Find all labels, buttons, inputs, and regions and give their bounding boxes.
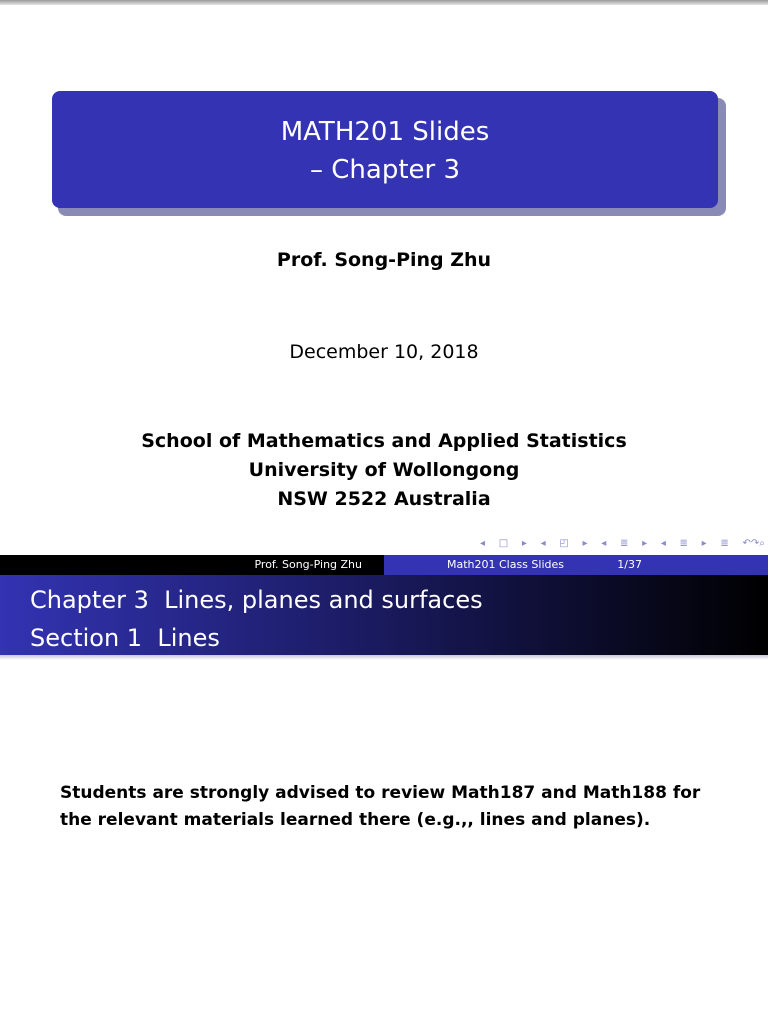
footline-short-title: Math201 Class Slides xyxy=(446,558,564,571)
slide-title-line2: – Chapter 3 xyxy=(309,155,461,185)
frame-title-chapter: Chapter 3 Lines, planes and surfaces xyxy=(30,586,483,614)
institute-line-school: School of Mathematics and Applied Statistics xyxy=(141,430,627,452)
body-line-1: Students are strongly advised to review Math187 and Math188 for xyxy=(60,783,701,803)
frame-title-section: Section 1 Lines xyxy=(30,624,220,652)
institute-block xyxy=(0,427,768,514)
frame-title-bar xyxy=(0,575,768,655)
nav-appendix-icon[interactable]: ≣ xyxy=(720,537,729,549)
body-line-2: the relevant materials learned there (e.g.,, lines and planes). xyxy=(60,810,651,830)
nav-next-arrow-icon[interactable]: ▸ xyxy=(582,537,588,549)
nav-frame-icon[interactable]: □ xyxy=(498,537,509,549)
nav-prev-arrow-icon[interactable]: ◂ xyxy=(660,537,666,549)
footline-author: Prof. Song-Ping Zhu xyxy=(0,555,384,575)
nav-next-arrow-icon[interactable]: ▸ xyxy=(642,537,648,549)
nav-prev-arrow-icon[interactable]: ◂ xyxy=(480,537,486,549)
nav-search-icon[interactable]: ↶↷⌕ xyxy=(742,537,765,549)
nav-subsection-icon[interactable]: ◰ xyxy=(559,537,569,549)
presentation-date: December 10, 2018 xyxy=(289,341,479,363)
slide-body-text xyxy=(60,780,720,834)
page-top-edge xyxy=(0,0,768,5)
nav-prev-arrow-icon[interactable]: ◂ xyxy=(601,537,607,549)
beamer-navigation-bar xyxy=(480,536,765,550)
title-box xyxy=(52,91,718,208)
nav-next-arrow-icon[interactable]: ▸ xyxy=(701,537,707,549)
slide-title-line1: MATH201 Slides xyxy=(280,117,490,147)
nav-prev-arrow-icon[interactable]: ◂ xyxy=(540,537,546,549)
author-name: Prof. Song-Ping Zhu xyxy=(276,249,492,271)
nav-next-arrow-icon[interactable]: ▸ xyxy=(521,537,527,549)
beamer-footline xyxy=(0,555,768,575)
institute-line-address: NSW 2522 Australia xyxy=(277,488,491,510)
nav-document-icon[interactable]: ≣ xyxy=(679,537,688,549)
institute-line-university: University of Wollongong xyxy=(248,459,520,481)
footline-page-number: 1/37 xyxy=(617,558,642,571)
nav-section-icon[interactable]: ≣ xyxy=(619,537,629,549)
footline-right-panel xyxy=(384,555,768,575)
frame-title-shadow xyxy=(0,655,768,660)
